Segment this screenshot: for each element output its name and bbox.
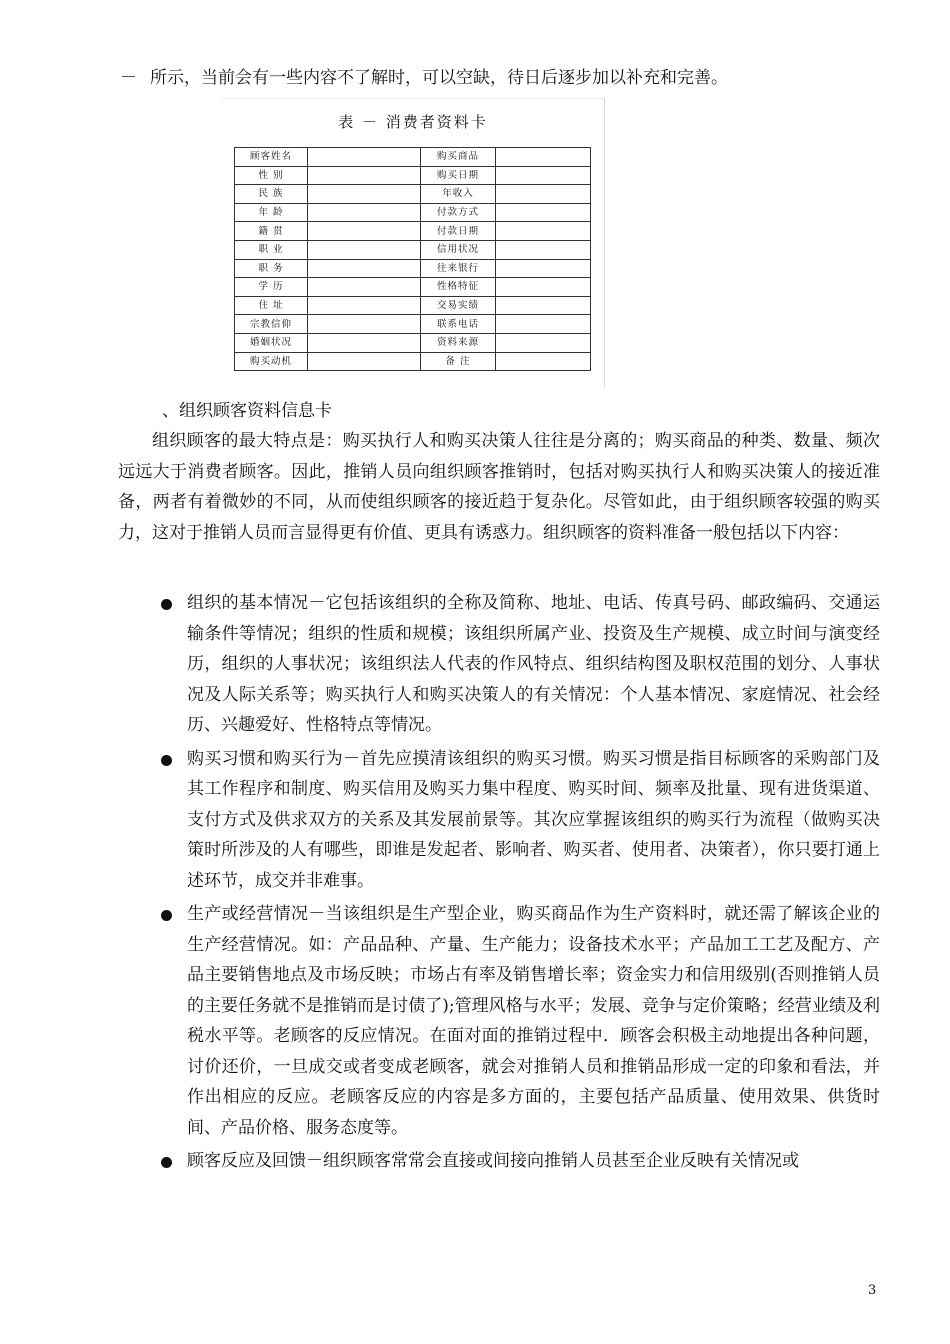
field-value-cell bbox=[496, 222, 591, 241]
field-value-cell bbox=[308, 352, 421, 371]
field-value-cell bbox=[308, 333, 421, 352]
field-value-cell bbox=[308, 203, 421, 222]
bullet-text: 购买习惯和购买行为－首先应摸清该组织的购买习惯。购买习惯是指目标顾客的采购部门及其工作程序和制度、购买信用及购买力集中程度、购买时间、频率及批量、现有进货渠道、支付方式及供求双方的关系及其发展前景等。其次应掌握该组织的购买行为流程（做购买决策时所涉及的人有哪些，即谁是发起者、影响者、购买者、使用者、决策者），你只要打通上述环节，成交并非难事。 bbox=[187, 748, 880, 891]
field-value-cell bbox=[496, 185, 591, 204]
field-value-cell bbox=[496, 240, 591, 259]
table-row bbox=[235, 222, 591, 241]
field-value-cell bbox=[308, 185, 421, 204]
field-label: 往来银行 bbox=[421, 259, 496, 278]
table-row bbox=[235, 240, 591, 259]
paragraph-intro: 组织顾客的最大特点是：购买执行人和购买决策人往往是分离的；购买商品的种类、数量、频次远远大于消费者顾客。因此，推销人员向组织顾客推销时，包括对购买执行人和购买决策人的接近准备，两者有着微妙的不同，从而使组织顾客的接近趋于复杂化。尽管如此，由于组织顾客较强的购买力，这对于推销人员而言显得更有价值、更具有诱惑力。组织顾客的资料准备一般包括以下内容： bbox=[118, 431, 880, 543]
field-label: 信用状况 bbox=[421, 240, 496, 259]
field-label: 资料来源 bbox=[421, 333, 496, 352]
field-value-cell bbox=[496, 203, 591, 222]
field-label: 备 注 bbox=[421, 352, 496, 371]
field-label: 交易实绩 bbox=[421, 296, 496, 315]
field-value-cell bbox=[496, 333, 591, 352]
field-value-cell bbox=[496, 296, 591, 315]
field-value-cell bbox=[308, 166, 421, 185]
bullet-text: 生产或经营情况－当该组织是生产型企业，购买商品作为生产资料时，就还需了解该企业的生产经营情况。如：产品品种、产量、生产能力；设备技术水平；产品加工工艺及配方、产品主要销售地点及市场反映；市场占有率及销售增长率；资金实力和信用级别(否则推销人员的主要任务就不是推销而是讨债了);管理风格与水平；发展、竞争与定价策略；经营业绩及利税水平等。老顾客的反应情况。在面对面的推销过程中．顾客会积极主动地提出各种问题，讨价还价，一旦成交或者变成老顾客，就会对推销人员和推销品形成一定的印象和看法，并作出相应的反应。老顾客反应的内容是多方面的，主要包括产品质量、使用效果、供货时间、产品价格、服务态度等。 bbox=[187, 904, 880, 1138]
section-heading: 、组织顾客资料信息卡 bbox=[162, 401, 332, 421]
bullet-item-feedback bbox=[0, 1146, 880, 1177]
intro-dash: － bbox=[120, 68, 137, 88]
field-label: 职 务 bbox=[235, 259, 308, 278]
field-value-cell bbox=[496, 148, 591, 167]
field-value-cell bbox=[308, 240, 421, 259]
field-label: 顾客姓名 bbox=[235, 148, 308, 167]
table-row bbox=[235, 352, 591, 371]
figure-title: 表 － 消费者资料卡 bbox=[338, 113, 488, 131]
field-label: 性 别 bbox=[235, 166, 308, 185]
table-row bbox=[235, 259, 591, 278]
table-row bbox=[235, 203, 591, 222]
field-label: 购买商品 bbox=[421, 148, 496, 167]
table-row bbox=[235, 296, 591, 315]
field-label: 联系电话 bbox=[421, 315, 496, 334]
field-label: 性格特征 bbox=[421, 278, 496, 297]
field-label: 购买日期 bbox=[421, 166, 496, 185]
field-label: 民 族 bbox=[235, 185, 308, 204]
table-row bbox=[235, 185, 591, 204]
field-label: 学 历 bbox=[235, 278, 308, 297]
field-value-cell bbox=[308, 278, 421, 297]
field-value-cell bbox=[496, 259, 591, 278]
field-label: 付款方式 bbox=[421, 203, 496, 222]
field-value-cell bbox=[496, 352, 591, 371]
field-value-cell bbox=[308, 296, 421, 315]
table-row bbox=[235, 333, 591, 352]
field-label: 住 址 bbox=[235, 296, 308, 315]
bullet-icon bbox=[161, 755, 172, 766]
intro-text: 所示，当前会有一些内容不了解时，可以空缺，待日后逐步加以补充和完善。 bbox=[150, 68, 728, 88]
table-row bbox=[235, 278, 591, 297]
field-value-cell bbox=[308, 259, 421, 278]
table-row bbox=[235, 166, 591, 185]
bullet-item-basic-info bbox=[0, 588, 880, 741]
field-value-cell bbox=[496, 278, 591, 297]
page-number: 3 bbox=[868, 1283, 877, 1298]
bullet-text: 顾客反应及回馈－组织顾客常常会直接或间接向推销人员甚至企业反映有关情况或 bbox=[187, 1151, 799, 1171]
field-value-cell bbox=[308, 222, 421, 241]
field-value-cell bbox=[308, 148, 421, 167]
field-label: 职 业 bbox=[235, 240, 308, 259]
table-row bbox=[235, 148, 591, 167]
field-label: 籍 贯 bbox=[235, 222, 308, 241]
bullet-list bbox=[0, 588, 950, 1180]
consumer-card-table bbox=[234, 147, 591, 371]
field-label: 婚姻状况 bbox=[235, 333, 308, 352]
bullet-item-production bbox=[0, 899, 880, 1143]
field-value-cell bbox=[496, 315, 591, 334]
field-value-cell bbox=[308, 315, 421, 334]
field-label: 购买动机 bbox=[235, 352, 308, 371]
bullet-text: 组织的基本情况－它包括该组织的全称及简称、地址、电话、传真号码、邮政编码、交通运输条件等情况；组织的性质和规模；该组织所属产业、投资及生产规模、成立时间与演变经历，组织的人事状况；该组织法人代表的作风特点、组织结构图及职权范围的划分、人事状况及人际关系等；购买执行人和购买决策人的有关情况：个人基本情况、家庭情况、社会经历、兴趣爱好、性格特点等情况。 bbox=[187, 593, 880, 735]
bullet-icon bbox=[161, 1157, 172, 1168]
table-row bbox=[235, 315, 591, 334]
bullet-icon bbox=[161, 599, 172, 610]
field-label: 年收入 bbox=[421, 185, 496, 204]
intro-line bbox=[120, 66, 728, 90]
field-label: 年 龄 bbox=[235, 203, 308, 222]
bullet-item-purchase-habits bbox=[0, 744, 880, 897]
consumer-card-figure bbox=[222, 98, 605, 387]
field-value-cell bbox=[496, 166, 591, 185]
bullet-icon bbox=[161, 910, 172, 921]
field-label: 付款日期 bbox=[421, 222, 496, 241]
field-label: 宗教信仰 bbox=[235, 315, 308, 334]
